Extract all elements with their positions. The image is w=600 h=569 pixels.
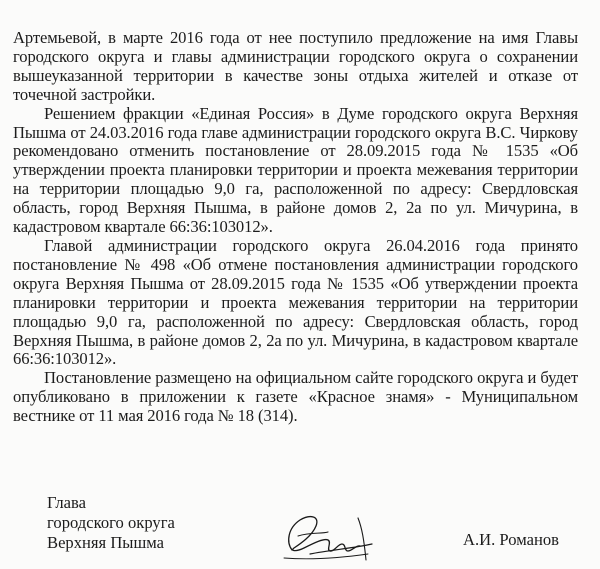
paragraph-1: Артемьевой, в марте 2016 года от нее поступило предложение на имя Главы городского округа и главы администрации городского округа о сохранении вышеуказанной территории в качестве зоны отдыха жителей и отказе от точечной застройки. <box>13 28 578 104</box>
signatory-title-line-1: Глава <box>47 493 86 512</box>
paragraph-4: Постановление размещено на официальном сайте городского округа и будет опубликовано в приложении к газете «Красное знамя» - Муниципальном вестнике от 11 мая 2016 года № 18 (314). <box>13 368 578 426</box>
signatory-title-line-3: Верхняя Пышма <box>47 533 164 552</box>
signatory-title-line-2: городского округа <box>47 513 175 532</box>
signer-name: А.И. Романов <box>463 530 559 549</box>
handwritten-signature <box>270 498 380 568</box>
signatory-title <box>47 493 175 553</box>
paragraph-3: Главой администрации городского округа 26.04.2016 года принято постановление № 498 «Об отмене постановления администрации городского округа Верхняя Пышма от 28.09.2015 года № 1535 «Об утверждении проекта планировки территории и проекта межевания территории на территории площадью 9,0 га, расположенной по адресу: Свердловская область, город Верхняя Пышма, в районе домов 2, 2а по ул. Мичурина, в кадастровом квартале 66:36:103012». <box>13 235 578 369</box>
paragraph-2: Решением фракции «Единая Россия» в Думе городского округа Верхняя Пышма от 24.03.2016 года главе администрации городского округа В.С. Чиркову рекомендовано отменить постановление от 28.09.2015 года № 1535 «Об утверждении проекта планировки территории и проекта межевания территории на территории площадью 9,0 га, расположенной по адресу: Свердловская область, город Верхняя Пышма, в районе домов 2, 2а по ул. Мичурина, в кадастровом квартале 66:36:103012». <box>13 103 578 237</box>
document-body <box>13 29 578 426</box>
